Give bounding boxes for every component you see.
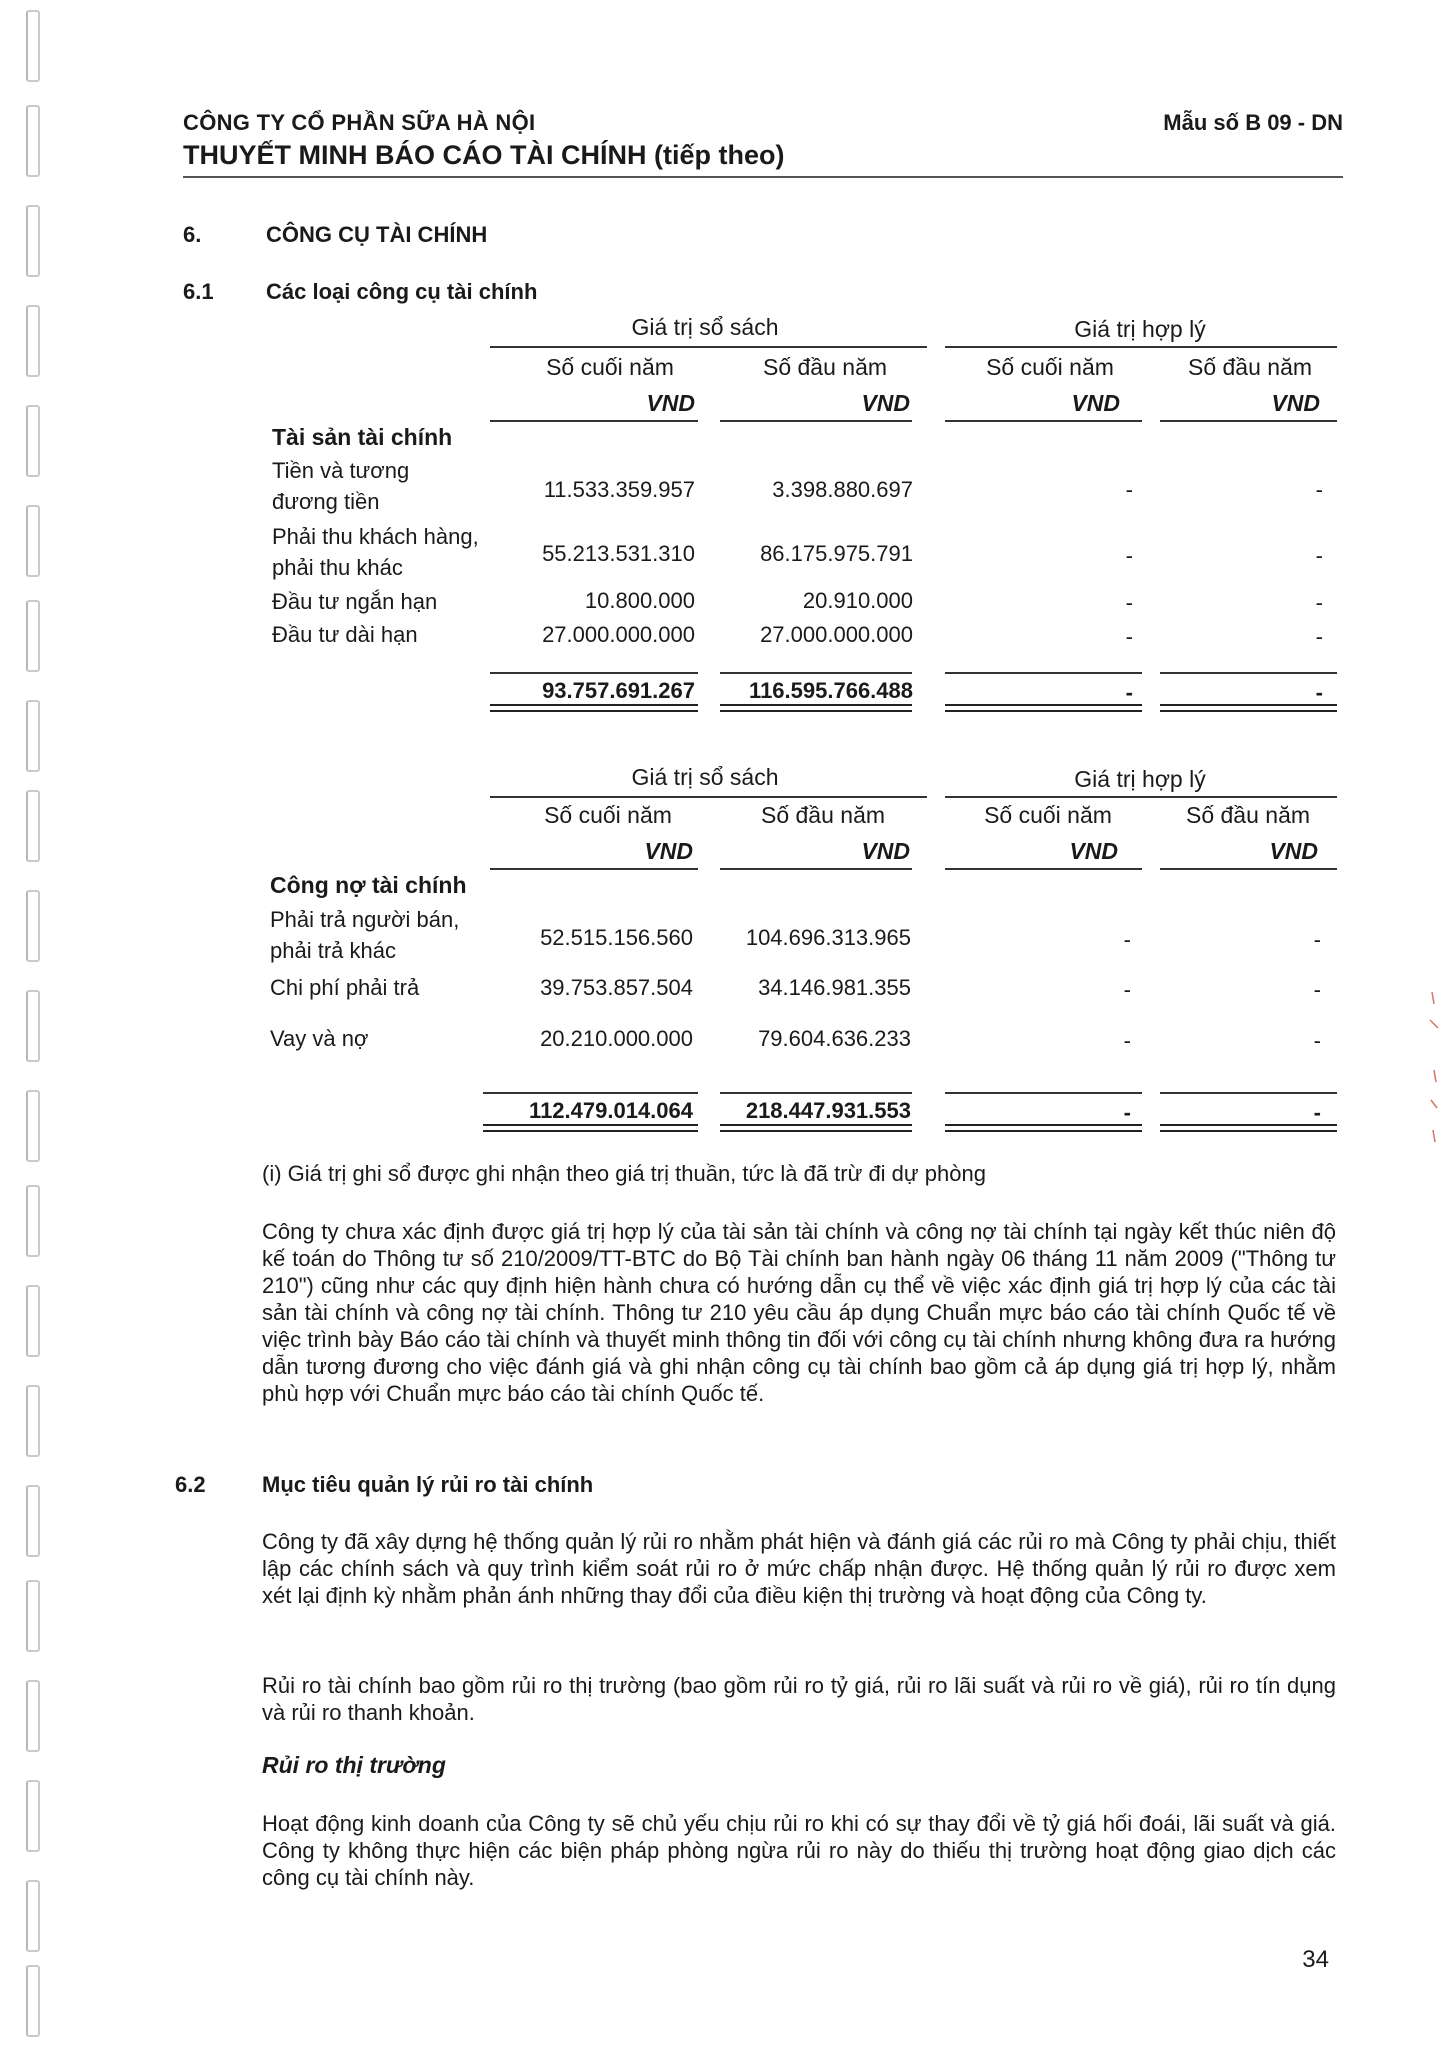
paragraph-risk-types: Rủi ro tài chính bao gồm rủi ro thị trường (bao gồm rủi ro tỷ giá, rủi ro lãi suất và rủi ro về giá), rủi ro tín dụng và rủi ro thanh khoản. [262, 1673, 1336, 1725]
header-book-value: Giá trị sổ sách [631, 764, 779, 790]
liability-fair-begin: - [1313, 927, 1321, 952]
liability-book-begin: 104.696.313.965 [745, 925, 911, 950]
col-fair-end: Số cuối năm [986, 354, 1114, 380]
binder-ring [26, 700, 40, 772]
binder-ring [26, 205, 40, 277]
asset-book-begin: 20.910.000 [802, 588, 913, 613]
binder-ring [26, 1965, 40, 2037]
total-top-rule [483, 1092, 698, 1094]
binder-ring [26, 10, 40, 82]
total-top-rule [945, 672, 1142, 674]
liability-book-end: 39.753.857.504 [540, 975, 693, 1000]
asset-book-end: 55.213.531.310 [542, 541, 695, 566]
asset-fair-end: - [1125, 590, 1133, 615]
assets-heading: Tài sản tài chính [272, 424, 453, 450]
liability-book-end: 20.210.000.000 [540, 1026, 693, 1051]
liability-book-begin: 34.146.981.355 [758, 975, 911, 1000]
total-top-rule [720, 1092, 912, 1094]
col-fair-begin: Số đầu năm [1187, 354, 1313, 380]
total-double-rule [720, 1124, 912, 1132]
binder-ring [26, 1485, 40, 1557]
binder-ring [26, 105, 40, 177]
liability-row-label: Phải trả người bán, phải trả khác [270, 907, 460, 963]
form-number: Mẫu số B 09 - DN [1163, 110, 1343, 135]
liability-fair-end: - [1123, 977, 1131, 1002]
margin-pen-marks [1428, 990, 1444, 1150]
unit-fair-begin: VND [1269, 838, 1318, 864]
liabilities-heading: Công nợ tài chính [270, 872, 467, 898]
asset-row-label: Phải thu khách hàng, phải thu khác [272, 524, 479, 580]
binder-ring [26, 1090, 40, 1162]
binder-ring [26, 1385, 40, 1457]
liability-row-label: Chi phí phải trả [270, 975, 420, 1000]
unit-book-end: VND [644, 838, 693, 864]
header-rule [720, 420, 912, 422]
liability-fair-begin: - [1313, 977, 1321, 1002]
liability-book-end: 52.515.156.560 [540, 925, 693, 950]
total-top-rule [1160, 672, 1337, 674]
liability-row-label: Vay và nợ [270, 1026, 369, 1051]
binder-ring [26, 1780, 40, 1852]
header-rule [945, 346, 1337, 348]
asset-fair-begin: - [1315, 477, 1323, 502]
header-rule [1160, 868, 1337, 870]
unit-fair-begin: VND [1271, 390, 1320, 416]
total-double-rule [483, 1124, 698, 1132]
asset-fair-begin: - [1315, 624, 1323, 649]
market-risk-heading: Rủi ro thị trường [262, 1752, 446, 1778]
col-book-end: Số cuối năm [546, 354, 674, 380]
asset-book-begin: 86.175.975.791 [760, 541, 913, 566]
liability-fair-end: - [1123, 927, 1131, 952]
total-double-rule [490, 704, 698, 712]
section-6-1-title: Các loại công cụ tài chính [266, 279, 538, 304]
total-top-rule [945, 1092, 1142, 1094]
header-rule [490, 796, 927, 798]
binder-ring [26, 405, 40, 477]
header-rule [490, 420, 698, 422]
company-name: CÔNG TY CỔ PHẦN SỮA HÀ NỘI [183, 110, 536, 135]
unit-book-begin: VND [861, 390, 910, 416]
col-book-begin: Số đầu năm [762, 354, 888, 380]
section-6-2-number: 6.2 [175, 1472, 206, 1497]
total-double-rule [945, 1124, 1142, 1132]
liabilities-total-book-begin: 218.447.931.553 [745, 1098, 911, 1123]
binder-ring [26, 505, 40, 577]
header-rule [945, 420, 1142, 422]
unit-book-begin: VND [861, 838, 910, 864]
assets-total-book-end: 93.757.691.267 [542, 678, 695, 703]
header-rule [945, 868, 1142, 870]
binder-ring [26, 790, 40, 862]
header-rule [1160, 420, 1337, 422]
unit-book-end: VND [646, 390, 695, 416]
header-fair-value: Giá trị hợp lý [1074, 316, 1206, 342]
asset-fair-begin: - [1315, 590, 1323, 615]
header-rule [945, 796, 1337, 798]
asset-row-label: Đầu tư dài hạn [272, 622, 418, 647]
asset-book-end: 10.800.000 [584, 588, 695, 613]
col-book-begin: Số đầu năm [760, 802, 886, 828]
header-fair-value: Giá trị hợp lý [1074, 766, 1206, 792]
total-top-rule [1160, 1092, 1337, 1094]
paragraph-risk-system: Công ty đã xây dựng hệ thống quản lý rủi ro nhằm phát hiện và đánh giá các rủi ro mà Công ty phải chịu, thiết lập các chính sách và quy trình kiểm soát rủi ro ở mức chấp nhận được. Hệ thống quản lý rủi ro được xem xét lại định kỳ nhằm phản ánh những thay đổi của điều kiện thị trường và hoạt động của Công ty. [262, 1529, 1336, 1608]
binder-ring [26, 600, 40, 672]
paragraph-market-risk: Hoạt động kinh doanh của Công ty sẽ chủ yếu chịu rủi ro khi có sự thay đổi về tỷ giá hối đoái, lãi suất và giá. Công ty không thực hiện các biện pháp phòng ngừa rủi ro này do thiếu thị trường hoạt động giao dịch các công cụ tài chính này. [262, 1811, 1336, 1890]
asset-row-label: Đầu tư ngắn hạn [272, 589, 438, 614]
binder-ring [26, 1880, 40, 1952]
page-number: 34 [1302, 1946, 1329, 1973]
assets-total-fair-begin: - [1315, 680, 1323, 705]
asset-fair-end: - [1125, 624, 1133, 649]
liabilities-total-book-end: 112.479.014.064 [529, 1098, 693, 1123]
asset-row-label: Tiền và tương đương tiền [272, 458, 410, 514]
asset-fair-end: - [1125, 543, 1133, 568]
document-title: THUYẾT MINH BÁO CÁO TÀI CHÍNH (tiếp theo) [183, 140, 785, 170]
header-rule [490, 868, 698, 870]
liability-fair-end: - [1123, 1028, 1131, 1053]
binder-ring [26, 990, 40, 1062]
total-double-rule [1160, 1124, 1337, 1132]
asset-book-end: 27.000.000.000 [542, 622, 695, 647]
col-fair-begin: Số đầu năm [1185, 802, 1311, 828]
total-top-rule [720, 672, 912, 674]
binder-ring [26, 305, 40, 377]
asset-book-begin: 27.000.000.000 [760, 622, 913, 647]
asset-fair-end: - [1125, 477, 1133, 502]
col-fair-end: Số cuối năm [984, 802, 1112, 828]
header-rule [720, 868, 912, 870]
liabilities-total-fair-begin: - [1313, 1100, 1321, 1125]
header-book-value: Giá trị sổ sách [631, 314, 779, 340]
section-6-2-title: Mục tiêu quản lý rủi ro tài chính [262, 1472, 594, 1497]
unit-fair-end: VND [1071, 390, 1120, 416]
total-double-rule [720, 704, 912, 712]
total-top-rule [490, 672, 698, 674]
assets-total-fair-end: - [1125, 680, 1133, 705]
section-6-number: 6. [183, 222, 202, 247]
binder-ring [26, 1580, 40, 1652]
binder-ring [26, 1185, 40, 1257]
binder-ring [26, 1285, 40, 1357]
liability-fair-begin: - [1313, 1028, 1321, 1053]
col-book-end: Số cuối năm [544, 802, 672, 828]
assets-total-book-begin: 116.595.766.488 [749, 678, 913, 703]
unit-fair-end: VND [1069, 838, 1118, 864]
asset-book-begin: 3.398.880.697 [772, 477, 913, 502]
total-double-rule [945, 704, 1142, 712]
footnote-i: (i) Giá trị ghi sổ được ghi nhận theo giá trị thuần, tức là đã trừ đi dự phòng [262, 1161, 986, 1186]
binder-ring [26, 1680, 40, 1752]
liability-book-begin: 79.604.636.233 [758, 1026, 911, 1051]
header-rule [183, 176, 1343, 178]
section-6-title: CÔNG CỤ TÀI CHÍNH [266, 222, 488, 247]
total-double-rule [1160, 704, 1337, 712]
header-rule [490, 346, 927, 348]
asset-book-end: 11.533.359.957 [543, 477, 695, 502]
binder-ring [26, 890, 40, 962]
liabilities-total-fair-end: - [1123, 1100, 1131, 1125]
paragraph-fair-value: Công ty chưa xác định được giá trị hợp lý của tài sản tài chính và công nợ tài chính tại ngày kết thúc niên độ kế toán do Thông tư số 210/2009/TT-BTC do Bộ Tài chính ban hành ngày 06 tháng 11 năm 2009 ("Thông tư 210") cũng như các quy định hiện hành chưa có hướng dẫn cụ thể về việc xác định giá trị hợp lý của các tài sản tài chính và công nợ tài chính. Thông tư 210 yêu cầu áp dụng Chuẩn mực báo cáo tài chính Quốc tế về việc trình bày Báo cáo tài chính và thuyết minh thông tin đối với công cụ tài chính nhưng không đưa ra hướng dẫn tương đương cho việc đánh giá và ghi nhận công cụ tài chính bao gồm cả áp dụng giá trị hợp lý, nhằm phù hợp với Chuẩn mực báo cáo tài chính Quốc tế. [262, 1219, 1336, 1406]
asset-fair-begin: - [1315, 543, 1323, 568]
section-6-1-number: 6.1 [183, 279, 214, 304]
binder-holes [0, 0, 60, 2048]
